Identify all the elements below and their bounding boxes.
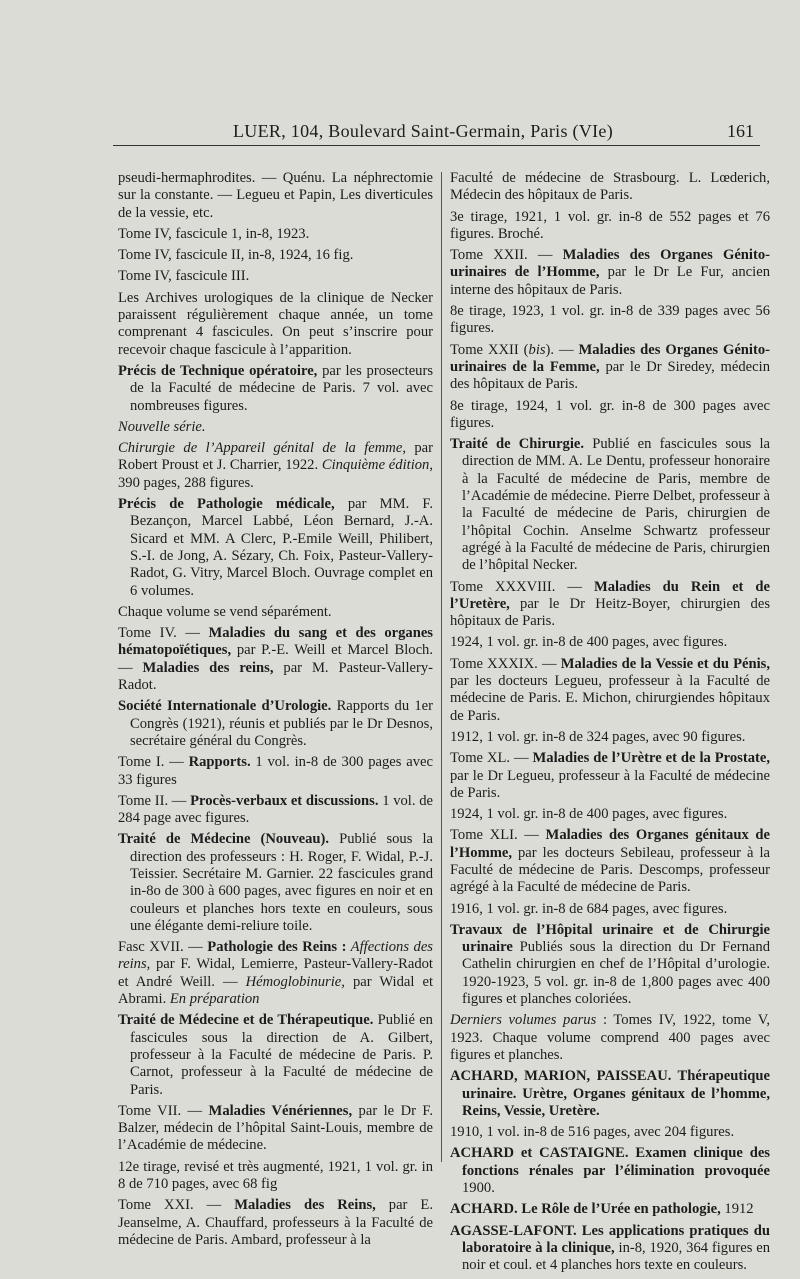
entry-title: ACHARD. Le Rôle de l’Urée en pathologie,	[450, 1201, 721, 1218]
catalog-entry	[450, 634, 770, 651]
catalog-entry	[450, 1145, 770, 1197]
entry-text: par les docteurs Legueu, professeur à la Faculté de médecine de Paris. E. Michon, chirurgiendes hôpitaux de Paris.	[450, 673, 770, 724]
entry-text: Rapports du 1er Congrès (1921), réunis et publiés par le Dr Desnos, secrétaire général du Congrès.	[130, 698, 434, 749]
entry-text: 8e tirage, 1924, 1 vol. gr. in-8 de 300 pages avec figures.	[450, 397, 770, 431]
entry-text: Tome IV, fascicule III.	[118, 268, 250, 285]
catalog-entry	[450, 1201, 770, 1218]
entry-text: Publié en fascicules sous la direction de MM. A. Le Dentu, professeur honoraire à la Faculté de médecine de Paris, membre de l’Académie de médecine. Pierre Delbet, professeur à la Faculté de médecine de Paris, chirurgien de l’hôpital Cochin. Anselme Schwartz professeur agrégé à la Faculté de médecine de Paris, chirurgien de l’hôpital Necker.	[462, 436, 770, 574]
entry-text: 1912, 1 vol. gr. in-8 de 324 pages, avec 90 figures.	[450, 728, 746, 745]
running-header	[113, 119, 760, 146]
entry-text: par les prosecteurs de la Faculté de médecine de Paris. 7 vol. avec nombreuses figures.	[130, 362, 434, 414]
entry-title: Traité de Chirurgie.	[450, 436, 585, 453]
entry-text: Tome IV. —	[118, 625, 209, 642]
catalog-entry	[118, 1012, 433, 1098]
entry-text: par Widal et Abrami.	[118, 973, 434, 1008]
entry-text: Les Archives urologiques de la clinique de Necker paraissent régulièrement chaque année, un tome comprenant 4 fascicules. On peut s’inscrire pour recevoir chaque fascicule à l’apparition.	[118, 289, 433, 358]
catalog-entry	[450, 247, 770, 299]
entry-text: par E. Jeanselme, A. Chauffard, professeurs à la Faculté de médecine de Paris. Ambard, professeur à la	[118, 1197, 433, 1248]
catalog-entry	[450, 729, 770, 746]
entry-text: Tome XXII. —	[450, 247, 563, 264]
catalog-entry	[118, 268, 433, 285]
catalog-entry	[118, 1197, 433, 1249]
catalog-entry	[118, 698, 433, 750]
entry-text: par le Dr Legueu, professeur à la Faculté de médecine de Paris.	[450, 767, 770, 801]
catalog-entry	[118, 290, 433, 359]
entry-title: Société Internationale d’Urologie.	[118, 698, 332, 715]
entry-text: Tome II. —	[118, 792, 191, 809]
catalog-entry	[450, 303, 770, 338]
entry-title: Maladies des Organes Génito-urinaires de l’Homme,	[450, 247, 770, 281]
entry-text: : Tomes IV, 1922, tome V, 1923. Chaque volume comprend 400 pages avec figures et planches.	[450, 1012, 770, 1063]
entry-text: ). —	[545, 341, 579, 358]
entry-text: par M. Pasteur-Vallery-Radot.	[118, 659, 433, 694]
entry-italic: Chirurgie de l’Appareil génital de la femme,	[118, 440, 406, 457]
entry-text: 1 vol. de 284 page avec figures.	[118, 792, 433, 827]
entry-text: Publié sous la direction des professeurs : H. Roger, F. Widal, P.-J. Teissier. Secrétaire M. Garnier. 22 fascicules grand in-8o de 300 à 600 pages, avec figures en noir et en couleurs et planches hors texte en couleurs, sous une élégante demi-reliure toile.	[130, 831, 433, 934]
catalog-entry	[450, 436, 770, 574]
catalog-entry	[118, 754, 433, 789]
entry-title: AGASSE-LAFONT. Les applications pratiques du laboratoire à la clinique,	[450, 1222, 770, 1256]
entry-italic: Hémoglobinurie,	[245, 973, 345, 990]
entry-text: par MM. F. Bezançon, Marcel Labbé, Léon Bernard, J.-A. Sicard et MM. A Clerc, P.-Emile Weill, Philibert, S.-I. de Jong, A. Sézary, Ch. Foix, Pasteur-Vallery-Radot, G. Vitry, Marcel Bloch. Ouvrage complet en 6 volumes.	[130, 496, 434, 599]
catalog-entry	[118, 939, 433, 1008]
entry-italic: Derniers volumes parus	[450, 1012, 597, 1029]
entry-text: 12e tirage, revisé et très augmenté, 1921, 1 vol. gr. in 8 de 710 pages, avec 68 fig	[118, 1158, 433, 1193]
entry-italic: Cinquième édition,	[321, 457, 433, 474]
catalog-entry	[118, 170, 433, 222]
catalog-entry	[450, 901, 770, 918]
catalog-entry	[450, 170, 770, 205]
entry-text: Nouvelle série.	[118, 418, 206, 435]
entry-text: par le Dr Heitz-Boyer, chirurgien des hôpitaux de Paris.	[450, 595, 770, 630]
entry-text: Faculté de médecine de Strasbourg. L. Lœderich, Médecin des hôpitaux de Paris.	[450, 170, 770, 204]
entry-text: 1912	[720, 1201, 754, 1218]
entry-text: Tome VII. —	[118, 1102, 209, 1119]
catalog-entry	[118, 1103, 433, 1155]
entry-title: Traité de Médecine et de Thérapeutique.	[118, 1012, 374, 1029]
catalog-entry	[118, 831, 433, 935]
catalog-entry	[118, 1159, 433, 1194]
entry-text: 1916, 1 vol. gr. in-8 de 684 pages, avec figures.	[450, 900, 728, 917]
entry-title: Maladies des Organes génitaux de l’Homme,	[450, 827, 770, 861]
entry-title: Maladies des Reins,	[234, 1197, 376, 1214]
entry-text: 1924, 1 vol. gr. in-8 de 400 pages, avec figures.	[450, 634, 728, 651]
entry-title: Procès-verbaux et discussions.	[190, 792, 379, 809]
catalog-entry	[450, 922, 770, 1008]
entry-text: Tome XXXVIII. —	[450, 578, 594, 595]
entry-italic: En préparation	[169, 991, 260, 1008]
catalog-entry	[450, 342, 770, 394]
entry-text: in-8, 1920, 364 figures en noir et coul. et 4 planches hors texte en couleurs.	[462, 1239, 770, 1274]
entry-text: par le Dr Siredey, médecin des hôpitaux de Paris.	[450, 358, 770, 393]
entry-text: Publiés sous la direction du Dr Fernand Cathelin chirurgien en chef de l’Hôpital d’urologie. 1920-1923, 5 vol. gr. in-8 de 1,800 pages avec 400 figures et planches coloriées.	[462, 939, 770, 1008]
catalog-entry	[450, 827, 770, 896]
page-number: 161	[727, 121, 754, 141]
entry-text: par le Dr F. Balzer, médecin de l’hôpital Saint-Louis, membre de l’Académie de médecine.	[118, 1102, 433, 1154]
catalog-entry	[118, 247, 433, 264]
entry-title: Maladies du sang et des organes hématopoïétiques,	[118, 625, 433, 659]
entry-text: Tome XL. —	[450, 750, 533, 767]
catalog-entry	[450, 579, 770, 631]
entry-text: par les docteurs Sebileau, professeur à la Faculté de médecine de Paris. Descomps, professeur agrégé à la Faculté de médecine de Paris.	[450, 844, 770, 896]
entry-title: Maladies du Rein et de l’Uretère,	[450, 578, 770, 612]
entry-title: Traité de Médecine (Nouveau).	[118, 831, 330, 848]
entry-text: Tome XXXIX. —	[450, 655, 561, 672]
entry-text: Tome XXII (	[450, 341, 529, 358]
entry-text: Publié en fascicules sous la direction de A. Gilbert, professeur à la Faculté de médecine de Paris. P. Carnot, professeur à la Faculté de médecine de Paris.	[130, 1012, 433, 1098]
entry-text: par le Dr Le Fur, ancien interne des hôpitaux de Paris.	[450, 264, 770, 298]
entry-text: Tome XXI. —	[118, 1197, 235, 1214]
catalog-entry	[450, 1223, 770, 1275]
entry-title: ACHARD, MARION, PAISSEAU. Thérapeutique urinaire. Urètre, Organes génitaux de l’homme, Reins, Vessie, Uretère.	[450, 1068, 770, 1119]
catalog-entry	[450, 1124, 770, 1141]
entry-title: Travaux de l’Hôpital urinaire et de Chirurgie urinaire	[450, 921, 770, 956]
entry-italic: bis	[528, 341, 546, 358]
catalog-entry	[118, 604, 433, 621]
catalog-entry	[450, 750, 770, 802]
right-column	[450, 170, 770, 1279]
catalog-entry	[450, 806, 770, 823]
column-divider	[441, 172, 442, 1162]
header-title: LUER, 104, Boulevard Saint-Germain, Paris (VIe)	[233, 121, 614, 141]
entry-title: Maladies des Organes Génito-urinaires de la Femme,	[450, 341, 770, 375]
entry-text: 1900.	[462, 1180, 495, 1197]
entry-text: Tome IV, fascicule II, in-8, 1924, 16 fig.	[118, 247, 354, 264]
entry-text: 1 vol. in-8 de 300 pages avec 33 figures	[118, 754, 433, 788]
entry-text: Chaque volume se vend séparément.	[118, 603, 332, 620]
entry-text: 390 pages, 288 figures.	[118, 474, 254, 491]
entry-title: Pathologie des Reins :	[207, 939, 347, 956]
catalog-entry	[450, 398, 770, 433]
entry-text: par Robert Proust et J. Charrier, 1922.	[118, 440, 433, 474]
entry-title: Maladies de l’Urètre et de la Prostate,	[532, 750, 770, 767]
catalog-entry	[450, 1068, 770, 1120]
entry-title: Rapports.	[188, 754, 251, 771]
catalog-entry	[118, 793, 433, 828]
entry-text: 1910, 1 vol. in-8 de 516 pages, avec 204 figures.	[450, 1124, 735, 1141]
entry-title: Précis de Technique opératoire,	[118, 362, 318, 379]
entry-title: Précis de Pathologie médicale,	[118, 496, 335, 513]
entry-text: 8e tirage, 1923, 1 vol. gr. in-8 de 339 pages avec 56 figures.	[450, 303, 770, 337]
entry-title: Maladies Vénériennes,	[208, 1102, 353, 1119]
catalog-entry	[118, 496, 433, 600]
entry-text: Tome XLI. —	[450, 827, 546, 844]
entry-title: ACHARD et CASTAIGNE. Examen clinique des fonctions rénales par l’élimination provoquée	[450, 1145, 770, 1179]
entry-text: Fasc XVII. —	[118, 939, 208, 956]
entry-text: 1924, 1 vol. gr. in-8 de 400 pages, avec figures.	[450, 806, 728, 823]
catalog-entry	[118, 440, 433, 492]
entry-italic: Affections des reins,	[118, 939, 433, 973]
entry-title: Maladies des reins,	[142, 659, 274, 676]
catalog-entry	[118, 226, 433, 243]
left-column	[118, 170, 433, 1253]
catalog-entry	[450, 1012, 770, 1064]
entry-text: pseudi-hermaphrodites. — Quénu. La néphrectomie sur la constante. — Legueu et Papin, Les diverticules de la vessie, etc.	[118, 170, 433, 221]
catalog-entry	[450, 656, 770, 725]
entry-text: 3e tirage, 1921, 1 vol. gr. in-8 de 552 pages et 76 figures. Broché.	[450, 208, 770, 242]
entry-text: par P.-E. Weill et Marcel Bloch. —	[118, 642, 433, 676]
catalog-entry	[118, 625, 433, 694]
entry-text: par F. Widal, Lemierre, Pasteur-Vallery-Radot et André Weill. —	[118, 956, 433, 990]
catalog-entry	[118, 419, 433, 436]
entry-text: Tome I. —	[118, 754, 189, 771]
entry-title: Maladies de la Vessie et du Pénis,	[560, 655, 770, 672]
catalog-entry	[118, 363, 433, 415]
entry-text: Tome IV, fascicule 1, in-8, 1923.	[118, 225, 310, 242]
catalog-entry	[450, 209, 770, 244]
